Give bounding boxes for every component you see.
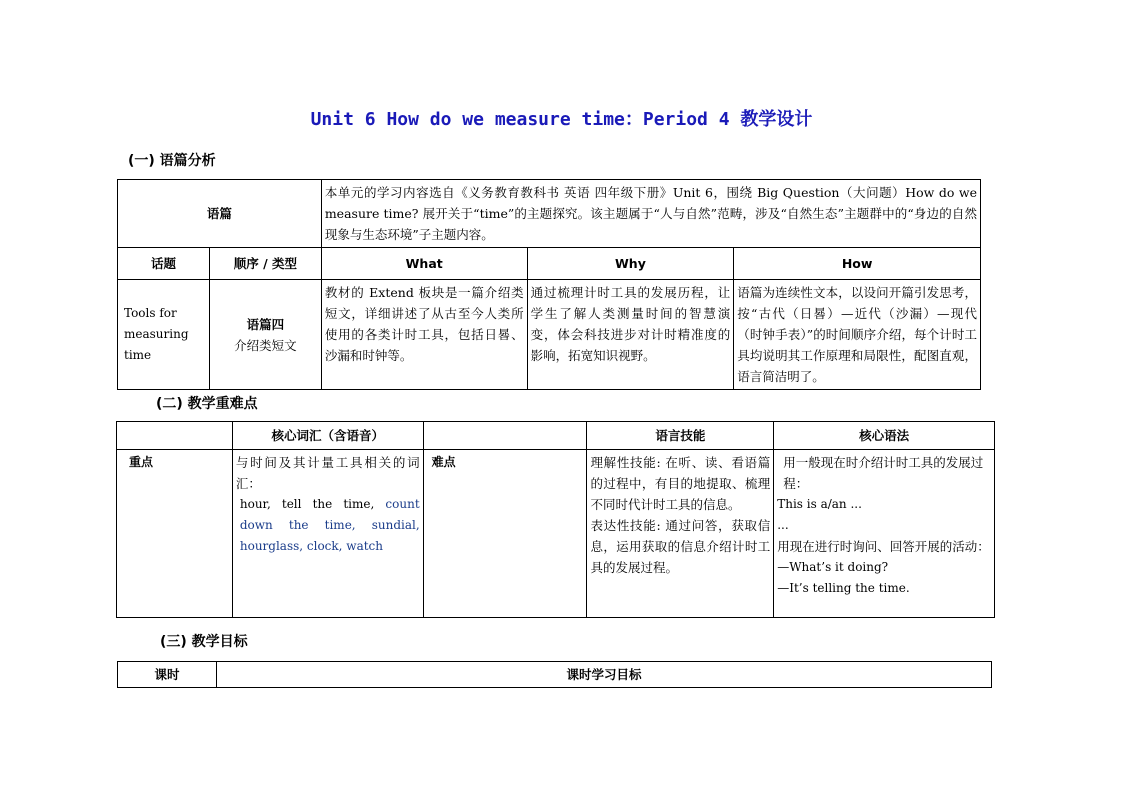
grammar-line-5: —What’s it doing?: [777, 560, 889, 574]
difficult-label-cell: 难点: [423, 450, 587, 618]
how-cell: 语篇为连续性文本，以设问开篇引发思考，按“古代（日晷）—近代（沙漏）—现代（时钟手表）”的时间顺序介绍，每个计时工具均说明其工作原理和局限性，配图直观，语言简洁明了。: [734, 280, 981, 390]
type-label: 介绍类短文: [234, 337, 297, 353]
grammar-cell: [774, 450, 995, 618]
vocab-list: [236, 494, 420, 557]
vocab-known: hour, tell the time,: [239, 497, 375, 511]
header-what: What: [321, 248, 527, 280]
vocab-intro: 与时间及其计量工具相关的词汇：: [235, 455, 420, 491]
key-points-table: [116, 421, 995, 618]
why-cell: 通过梳理计时工具的发展历程，让学生了解人类测量时间的智慧演变，体会科技进步对计时精准度的影响，拓宽知识视野。: [527, 280, 734, 390]
header-why: Why: [527, 248, 734, 280]
grammar-line-4: 用现在进行时询问、回答开展的活动：: [777, 539, 990, 554]
key-label-cell: 重点: [117, 450, 233, 618]
section-2-heading: (二) 教学重难点: [156, 396, 258, 412]
document-title: Unit 6 How do we measure time：Period 4 教学设计: [310, 109, 813, 130]
header-core-vocab: 核心词汇（含语音）: [232, 422, 423, 450]
skills-cell: [587, 450, 774, 618]
skill-comprehension: 理解性技能: 在听、读、看语篇的过程中，有目的地提取、梳理不同时代计时工具的信息。: [590, 455, 771, 512]
section-1-heading: (一) 语篇分析: [128, 153, 216, 169]
header-topic: 话题: [118, 248, 210, 280]
header-how: How: [734, 248, 981, 280]
grammar-line-1: 用一般现在时介绍计时工具的发展过程：: [783, 455, 984, 491]
text-description-cell: 本单元的学习内容选自《义务教育教科书 英语 四年级下册》Unit 6，围绕 Big Question（大问题）How do we measure time? 展开关于“time”的主题探究。该主题属于“人与自然”范畴，涉及“自然生态”主题群中的“身边的自然现象与生态环境”子主题内容。: [321, 180, 980, 248]
text-analysis-table: [117, 179, 981, 390]
what-cell: 教材的 Extend 板块是一篇介绍类短文，详细讲述了从古至今人类所使用的各类计时工具，包括日晷、沙漏和时钟等。: [321, 280, 527, 390]
order-type-cell: [209, 280, 321, 390]
header-learning-objectives: 课时学习目标: [216, 662, 991, 688]
skill-expression: 表达性技能: 通过问答，获取信息，运用获取的信息介绍计时工具的发展过程。: [590, 518, 771, 575]
grammar-line-2: This is a/an ...: [777, 497, 862, 511]
grammar-line-6: —It’s telling the time.: [777, 581, 910, 595]
objectives-table: [117, 661, 992, 688]
text-label-cell: 语篇: [118, 180, 322, 248]
order-label: 语篇四: [246, 316, 285, 332]
topic-cell: Tools for measuring time: [118, 280, 210, 390]
header-empty-2: [423, 422, 587, 450]
vocab-new: count down the time, sundial, hourglass, clock, watch: [239, 497, 420, 553]
header-core-grammar: 核心语法: [774, 422, 995, 450]
section-3-heading: (三) 教学目标: [160, 634, 248, 650]
header-language-skills: 语言技能: [587, 422, 774, 450]
header-period: 课时: [118, 662, 217, 688]
header-empty-1: [117, 422, 233, 450]
vocab-cell: [232, 450, 423, 618]
header-order-type: 顺序 / 类型: [209, 248, 321, 280]
grammar-line-3: ...: [777, 518, 789, 532]
